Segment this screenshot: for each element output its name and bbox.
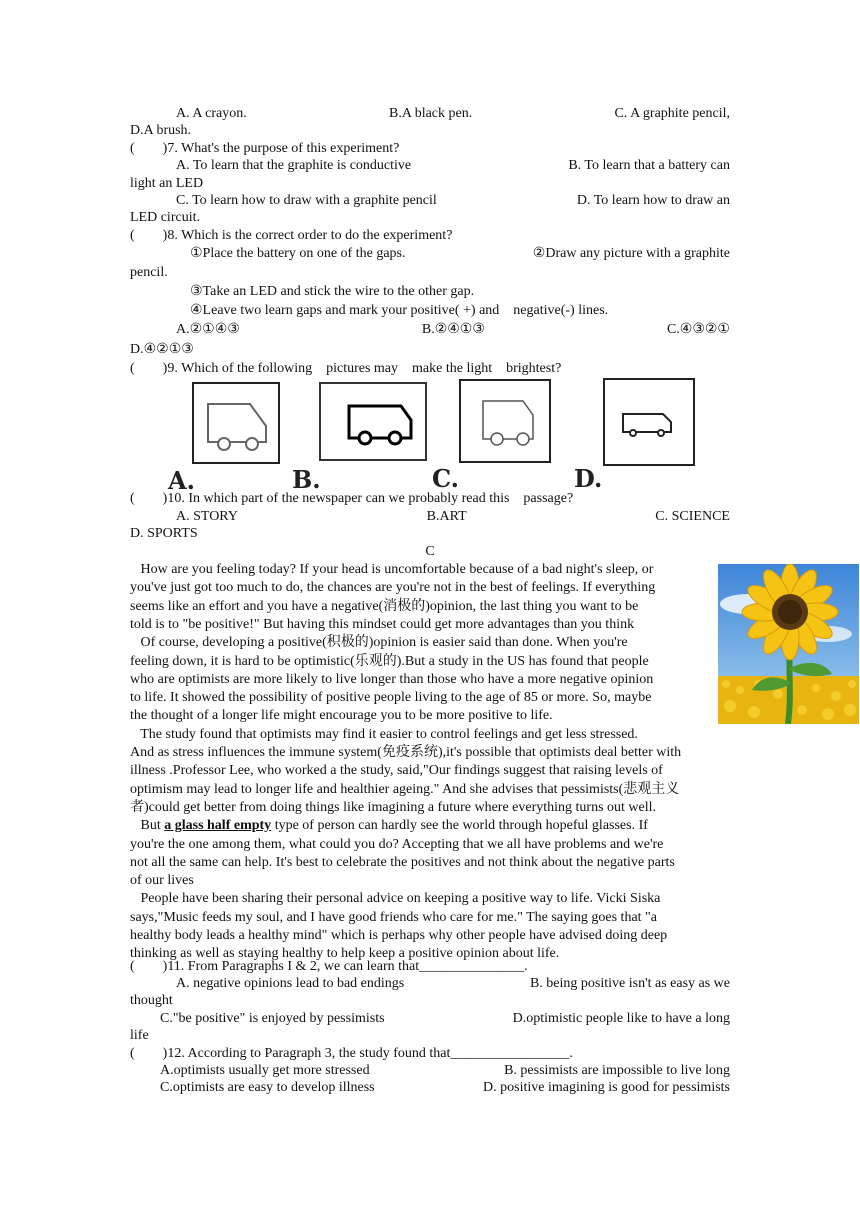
q10-stem: ( )10. In which part of the newspaper can we probably read this passage? (130, 491, 574, 506)
passage-line: The study found that optimists may find it easier to control feelings and get less stressed. (130, 726, 638, 742)
q8-step-2: ②Draw any picture with a graphite (532, 246, 730, 261)
passage-line: Of course, developing a positive(积极的)opinion is easier said than done. When you're (130, 635, 628, 651)
q8-step-2-cont: pencil. (130, 265, 168, 280)
q9-picture-b (319, 382, 427, 461)
passage-line: not all the same can help. It's best to celebrate the positives and not think about the negative parts (130, 854, 675, 870)
q10-option-a: A. STORY (176, 509, 238, 524)
passage-line: 者)could get better from doing things like imagining a future where everything turns out well. (130, 799, 657, 815)
passage-line: thinking as well as staying healthy to help keep a positive opinion about life. (130, 946, 560, 962)
passage-line: illness .Professor Lee, who worked a the study, said,"Our findings suggest that raising levels of (130, 763, 663, 779)
passage-line: optimism may lead to longer life and healthier ageing." And she advises that pessimists(悲观主义 (130, 781, 680, 797)
passage-line: says,"Music feeds my soul, and I have good friends who care for me." The saying goes that "a (130, 909, 657, 925)
q9-label-b: B. (292, 465, 321, 494)
passage-line: seems like an effort and you have a negative(消极的)opinion, the last thing you want to be (130, 598, 639, 614)
passage-text: type of person can hardly see the world through hopeful glasses. If (271, 818, 648, 834)
q6-options-row (176, 105, 730, 122)
q11-stem: ( )11. From Paragraphs I & 2, we can learn that_______________. (130, 959, 528, 974)
sunflower-image (718, 564, 859, 724)
van-outline-icon (194, 384, 278, 462)
passage-line: you're the one among them, what could you do? Accepting that we all have problems and we're (130, 836, 664, 852)
q7-options-row-2 (176, 192, 730, 209)
q8-option-d: D.④②①③ (130, 342, 194, 357)
q7-option-b: B. To learn that a battery can (568, 158, 730, 173)
q10-options-row (176, 508, 730, 525)
q12-option-b: B. pessimists are impossible to live long (504, 1063, 730, 1078)
q6-option-b: B.A black pen. (389, 106, 473, 121)
q12-options-row-1 (160, 1062, 730, 1079)
q12-options-row-2 (160, 1079, 730, 1096)
passage-line: People have been sharing their personal advice on keeping a positive way to life. Vicki Siska (130, 891, 661, 907)
q10-option-b: B.ART (426, 509, 467, 524)
q12-option-c: C.optimists are easy to develop illness (160, 1080, 375, 1095)
q11-options-row-2 (160, 1010, 730, 1027)
q9-picture-c (459, 379, 551, 463)
q8-steps-row-1 (190, 245, 730, 262)
van-bold-icon (321, 384, 425, 459)
q10-option-c: C. SCIENCE (655, 509, 730, 524)
passage-text: But (130, 818, 165, 834)
passage-line: to life. It showed the possibility of positive people living to the age of 85 or more. So, maybe (130, 690, 652, 706)
q7-stem: ( )7. What's the purpose of this experiment? (130, 141, 400, 156)
q8-option-c: C.④③②① (666, 322, 730, 337)
passage-line: told is to "be positive!" But having this mindset could get more advantages than you think (130, 616, 635, 632)
van-thin-icon (461, 381, 549, 461)
q9-label-c: C. (432, 464, 460, 493)
q12-option-d: D. positive imagining is good for pessimists (483, 1080, 730, 1095)
passage-line: of our lives (130, 873, 194, 889)
q7-option-a: A. To learn that the graphite is conductive (176, 158, 412, 173)
q7-option-b-cont: light an LED (130, 176, 204, 191)
q12-stem: ( )12. According to Paragraph 3, the study found that_________________. (130, 1046, 573, 1061)
q11-option-d: D.optimistic people like to have a long (512, 1011, 730, 1026)
passage-line: who are optimists are more likely to live longer than those who have a more negative opinion (130, 671, 654, 687)
q11-option-b-cont: thought (130, 993, 173, 1008)
q7-option-d-cont: LED circuit. (130, 210, 200, 225)
q11-option-b: B. being positive isn't as easy as we (529, 976, 730, 991)
passage-line: you've just got too much to do, the chances are you're not in the best of feelings. If everything (130, 580, 656, 596)
q8-step-3: ③Take an LED and stick the wire to the other gap. (190, 284, 475, 299)
q8-options-row (176, 321, 730, 338)
q7-option-c: C. To learn how to draw with a graphite pencil (176, 193, 437, 208)
q8-stem: ( )8. Which is the correct order to do the experiment? (130, 228, 453, 243)
q9-picture-d (603, 378, 695, 466)
q9-stem: ( )9. Which of the following pictures may make the light brightest? (130, 361, 562, 376)
q7-option-d: D. To learn how to draw an (576, 193, 730, 208)
q6-option-d: D.A brush. (130, 123, 192, 138)
passage-line: feeling down, it is hard to be optimistic(乐观的).But a study in the US has found that people (130, 653, 649, 669)
highlighted-phrase: a glass half empty (164, 818, 272, 834)
q9-label-a: A. (168, 466, 195, 495)
passage-line (130, 817, 648, 835)
q8-option-b: B.②④①③ (421, 322, 485, 337)
q11-option-d-cont: life (130, 1028, 149, 1043)
passage-line: healthy body leads a healthy mind" which is perhaps why other people have advised doing deep (130, 928, 668, 943)
q9-picture-a (192, 382, 280, 464)
q8-option-a: A.②①④③ (176, 322, 240, 337)
q12-option-a: A.optimists usually get more stressed (160, 1063, 370, 1078)
q11-option-a: A. negative opinions lead to bad endings (176, 976, 405, 991)
q9-label-d: D. (574, 464, 603, 493)
passage-line: How are you feeling today? If your head is uncomfortable because of a bad night's sleep, or (130, 562, 654, 577)
van-small-icon (605, 380, 693, 464)
passage-line: And as stress influences the immune system(免疫系统),it's possible that optimists deal better with (130, 745, 682, 760)
q7-options-row-1 (176, 157, 730, 174)
q6-option-a: A. A crayon. (176, 106, 247, 121)
q11-options-row-1 (176, 975, 730, 992)
q8-step-1: ①Place the battery on one of the gaps. (190, 246, 406, 261)
q8-step-4: ④Leave two learn gaps and mark your positive( +) and negative(-) lines. (190, 303, 609, 318)
section-label: C (425, 544, 435, 559)
q6-option-c: C. A graphite pencil, (614, 106, 730, 121)
passage-line: the thought of a longer life might encourage you to be more positive to life. (130, 708, 553, 724)
q10-option-d: D. SPORTS (130, 526, 198, 541)
q11-option-c: C."be positive" is enjoyed by pessimists (160, 1011, 385, 1026)
